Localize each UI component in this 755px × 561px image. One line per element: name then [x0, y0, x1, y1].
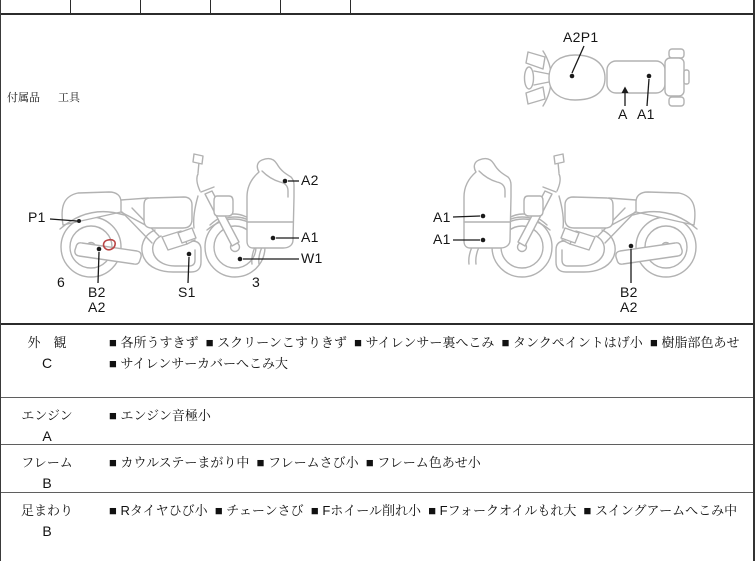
- section-grade: B: [42, 475, 52, 491]
- damage-code-label: A: [618, 106, 628, 122]
- damage-code-label: 3: [252, 274, 261, 290]
- section-grade: A: [42, 428, 52, 444]
- section-name: エンジン: [21, 408, 73, 423]
- row-items: ■ Rタイヤひび小 ■ チェーンさび ■ Fホイール削れ小 ■ Fフォークオイルもれ大 ■ スイングアームへこみ中: [109, 503, 738, 518]
- damage-code-label: A2: [620, 299, 638, 315]
- damage-code-label: A2: [88, 299, 106, 315]
- table-row: [1, 445, 753, 493]
- table-row: [1, 493, 753, 561]
- section-name: フレーム: [21, 455, 73, 470]
- row-items: ■ 各所うすきず ■ スクリーンこすりきず ■ サイレンサー裏へこみ ■ タンクペイントはげ小 ■ 樹脂部色あせ ■ サイレンサーカバーへこみ大: [109, 335, 747, 371]
- row-label: [1, 325, 101, 397]
- damage-code-label: B2: [88, 284, 106, 300]
- damage-code-label: S1: [178, 284, 196, 300]
- damage-code-label: 6: [57, 274, 66, 290]
- row-label: [1, 493, 101, 561]
- section-grade: C: [41, 355, 53, 371]
- damage-code-label: A1: [637, 106, 655, 122]
- section-name: 足まわり: [20, 503, 73, 518]
- accessories-label: 付属品: [7, 92, 40, 104]
- damage-code-label: P1: [28, 209, 46, 225]
- row-label: [1, 445, 101, 492]
- condition-table: [1, 323, 753, 561]
- damage-code-label: A2: [301, 172, 319, 188]
- row-label: [1, 398, 101, 444]
- damage-code-label: A1: [433, 231, 451, 247]
- section-grade: B: [42, 523, 52, 539]
- table-row: [1, 398, 753, 445]
- accessories-value: 工具: [58, 92, 80, 104]
- section-name: 外 観: [27, 335, 67, 350]
- row-items: ■ カウルステーまがり中 ■ フレームさび小 ■ フレーム色あせ小: [109, 455, 481, 470]
- damage-code-label: A1: [433, 209, 451, 225]
- damage-code-label: A2P1: [563, 29, 599, 45]
- damage-code-label: A1: [301, 229, 319, 245]
- damage-code-label: W1: [301, 250, 323, 266]
- row-items: ■ エンジン音極小: [109, 408, 211, 423]
- table-row: [1, 325, 753, 398]
- damage-code-label: B2: [620, 284, 638, 300]
